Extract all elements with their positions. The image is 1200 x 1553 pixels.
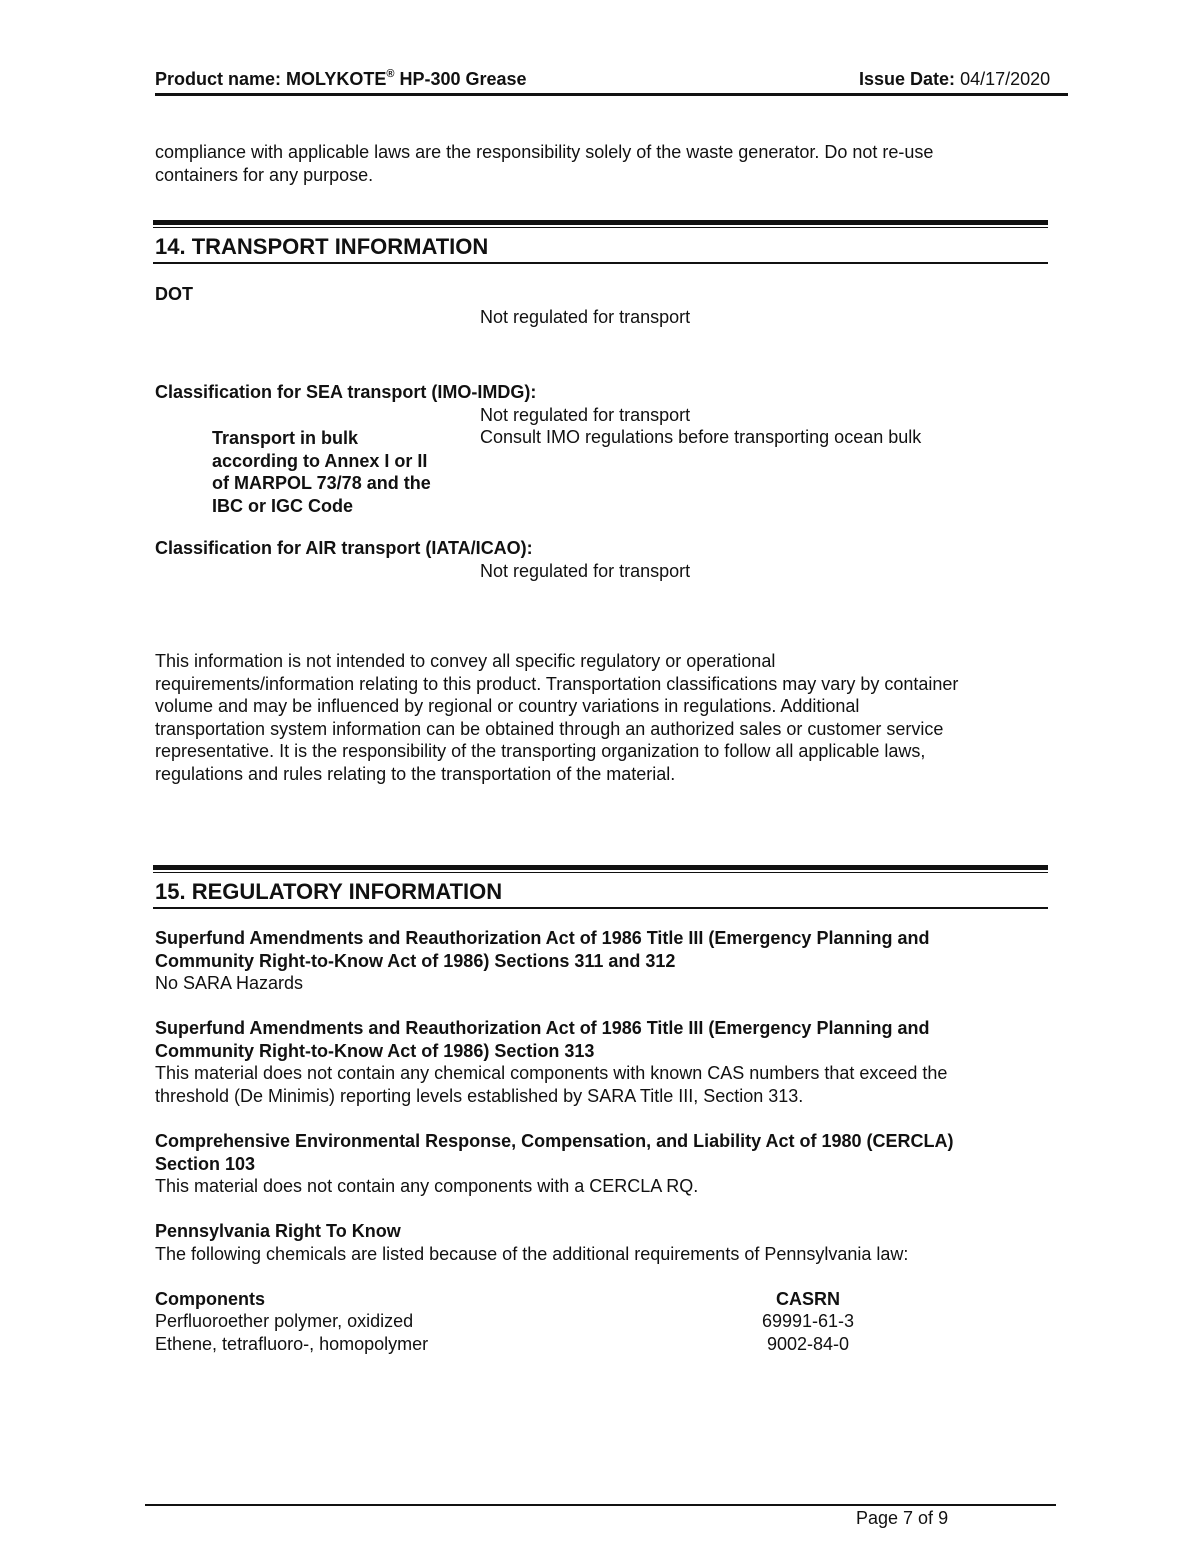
footer-rule [145,1504,1056,1506]
section14-title: 14. TRANSPORT INFORMATION [155,234,489,259]
section15-top-rule [153,865,1048,870]
sara-313-block: Superfund Amendments and Reauthorization Act of 1986 Title III (Emergency Planning and Community Right-to-Know Act of 1986) Section 313 This material does not contain any chemical components with known CAS numbers that exceed the threshold (De Minimis) reporting levels established by SARA Title III, Section 313. [155,1018,948,1106]
table-row-casrn: 9002-84-0 [766,1334,850,1354]
intro-paragraph: compliance with applicable laws are the responsibility solely of the waste generator. Do not re-use containers for any purpose. [155,142,934,185]
pennsylvania-block: Pennsylvania Right To Know The following chemicals are listed because of the additional requirements of Pennsylvania law: [155,1221,909,1264]
bulk-label: Transport in bulk according to Annex I or II of MARPOL 73/78 and the IBC or IGC Code [212,428,431,516]
bulk-value: Consult IMO regulations before transporting ocean bulk [480,427,922,447]
section14-bottom-rule [153,262,1048,264]
table-row-component: Ethene, tetrafluoro-, homopolymer [155,1334,429,1354]
product-name: Product name: MOLYKOTE® HP-300 Grease [155,68,527,89]
sea-label: Classification for SEA transport (IMO-IMDG): [155,382,537,402]
section14-top-thin-rule [153,227,1048,228]
components-header: Components [155,1289,265,1309]
table-row-casrn: 69991-61-3 [761,1311,855,1331]
section15-top-thin-rule [153,872,1048,873]
section14-top-rule [153,220,1048,225]
transport-note: This information is not intended to convey all specific regulatory or operational requirements/information relating to this product. Transportation classifications may vary by container volume and may be influenced by regional or country variations in regulations. Additional transportation system information can be obtained through an authorized sales or customer service representative. It is the responsibility of the transporting organization to follow all applicable laws, regulations and rules relating to the transportation of the material. [155,651,959,784]
dot-label: DOT [155,284,193,304]
header-rule [155,93,1068,96]
air-value: Not regulated for transport [480,561,691,581]
dot-value: Not regulated for transport [480,307,691,327]
air-label: Classification for AIR transport (IATA/ICAO): [155,538,533,558]
table-row-component: Perfluoroether polymer, oxidized [155,1311,414,1331]
sara-311-block: Superfund Amendments and Reauthorization Act of 1986 Title III (Emergency Planning and Community Right-to-Know Act of 1986) Sections 311 and 312 No SARA Hazards [155,928,930,993]
issue-date: Issue Date: 04/17/2020 [859,69,1051,89]
page-number: Page 7 of 9 [856,1508,949,1528]
casrn-header: CASRN [775,1289,840,1309]
cercla-block: Comprehensive Environmental Response, Compensation, and Liability Act of 1980 (CERCLA) Section 103 This material does not contain any components with a CERCLA RQ. [155,1131,954,1196]
sea-value: Not regulated for transport [480,405,691,425]
section15-title: 15. REGULATORY INFORMATION [155,879,503,904]
section15-bottom-rule [153,907,1048,909]
